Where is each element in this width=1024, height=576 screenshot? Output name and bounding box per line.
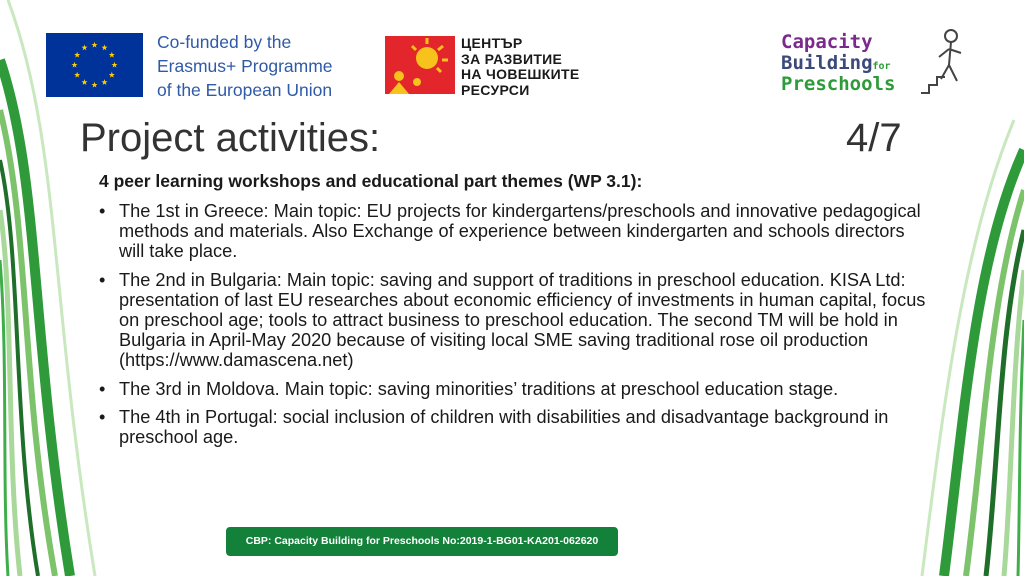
eu-text-line: of the European Union (157, 80, 333, 100)
bullet-dot-icon: • (99, 201, 106, 221)
hr-center-sun-logo (385, 36, 455, 94)
list-item (99, 270, 929, 371)
eu-text-line: Co-funded by the (157, 32, 292, 52)
list-item-text: The 2nd in Bulgaria: Main topic: saving and support of traditions in preschool education. KISA Ltd: presentation of last EU researches about economic efficiency of investments in human capital, focus on preschool age; tools to attract business to preschool education. The second TM will be hold in Bulgaria in April-May 2020 because of visiting local SME saving traditional rose oil production (https://www.damascena.net) (119, 269, 926, 371)
cbp-logo-for: for (872, 61, 891, 72)
list-item (99, 201, 929, 262)
list-item-text: The 4th in Portugal: social inclusion of children with disabilities and disadvantage background in preschool age. (119, 406, 889, 448)
hr-center-text-line: НА ЧОВЕШКИТЕ (461, 66, 580, 82)
list-item (99, 407, 929, 447)
eu-cofunded-text (157, 30, 333, 102)
bullet-dot-icon: • (99, 378, 106, 399)
stick-figure-icon (921, 27, 969, 97)
section-subheading: 4 peer learning workshops and educational part themes (WP 3.1): (99, 171, 643, 191)
project-number-footer: CBP: Capacity Building for Preschools No:2019-1-BG01-KA201-062620 (226, 527, 618, 556)
hr-center-text-line: ЗА РАЗВИТИЕ (461, 50, 563, 67)
cbp-logo (781, 27, 971, 99)
hr-center-text-line: ЦЕНТЪР (461, 35, 523, 51)
cbp-logo-building: Building (781, 52, 873, 74)
bullet-dot-icon: • (99, 269, 106, 290)
bullet-dot-icon: • (99, 406, 106, 427)
slide-title: Project activities: (80, 116, 381, 160)
list-item (99, 379, 929, 399)
hr-center-text (461, 36, 579, 98)
eu-text-line: Erasmus+ Programme (157, 56, 333, 76)
hr-center-text-line: РЕСУРСИ (461, 81, 530, 98)
eu-flag-logo (46, 33, 143, 97)
list-item-text: The 3rd in Moldova. Main topic: saving minorities’ traditions at preschool education stage. (119, 378, 839, 399)
cbp-logo-line3: Preschools (781, 73, 896, 95)
list-item-text: The 1st in Greece: Main topic: EU projects for kindergartens/preschools and innovative pedagogical methods and materials. Also Exchange of experience between kindergarten and schools directors will take place. (119, 201, 921, 262)
page-number: 4/7 (846, 116, 902, 160)
activity-bullet-list (99, 201, 929, 455)
cbp-logo-line1: Capacity (781, 31, 873, 53)
